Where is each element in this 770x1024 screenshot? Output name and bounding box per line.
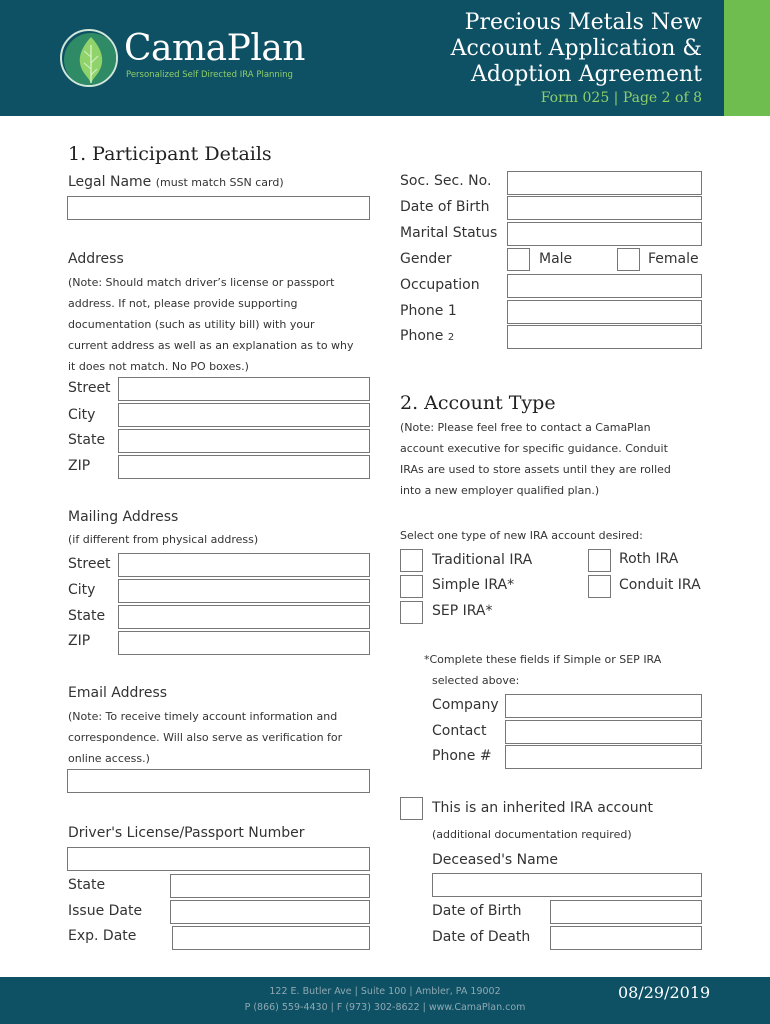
- legal-name-field[interactable]: [67, 196, 370, 220]
- participant-section-title: 1. Participant Details: [68, 143, 272, 165]
- female-checkbox[interactable]: [617, 248, 640, 271]
- address-note-line: address. If not, please provide supporting: [68, 297, 298, 310]
- marital-status-label: Marital Status: [400, 225, 498, 241]
- deceased-name-field[interactable]: [432, 873, 702, 897]
- conduit-ira-checkbox[interactable]: [588, 575, 611, 598]
- mailing-state-label: State: [68, 608, 106, 624]
- title-line: Adoption Agreement: [471, 62, 702, 87]
- account-note: [400, 417, 720, 501]
- phone2-number: 2: [447, 332, 455, 343]
- license-state-field[interactable]: [170, 874, 370, 898]
- city-field[interactable]: [118, 403, 370, 427]
- email-field[interactable]: [67, 769, 370, 793]
- ssn-field[interactable]: [507, 171, 702, 195]
- simple-ira-checkbox[interactable]: [400, 575, 423, 598]
- phone2-field[interactable]: [507, 325, 702, 349]
- account-note-line: IRAs are used to store assets until they are rolled: [400, 463, 671, 476]
- state-field[interactable]: [118, 429, 370, 453]
- date-of-death-label: Date of Death: [432, 929, 531, 945]
- address-note: [68, 272, 378, 377]
- zip-field[interactable]: [118, 455, 370, 479]
- contact-field[interactable]: [505, 720, 702, 744]
- traditional-ira-checkbox[interactable]: [400, 549, 423, 572]
- contact-label: Contact: [432, 723, 487, 739]
- ssn-label: Soc. Sec. No.: [400, 173, 492, 189]
- phone1-label: Phone 1: [400, 303, 457, 319]
- sponsor-phone-label: Phone #: [432, 748, 492, 764]
- accent-tab: [724, 0, 770, 116]
- issue-date-label: Issue Date: [68, 903, 143, 919]
- legal-name-label-text: Legal Name: [68, 174, 152, 190]
- complete-note: *Complete these fields if Simple or SEP IRA: [424, 653, 662, 666]
- footer-date: 08/29/2019: [618, 983, 711, 1002]
- inherited-ira-checkbox[interactable]: [400, 797, 423, 820]
- company-label: Company: [432, 697, 499, 713]
- mailing-note: (if different from physical address): [68, 533, 259, 546]
- footer-contact: P (866) 559-4430 | F (973) 302-8622 | www.CamaPlan.com: [244, 1002, 526, 1013]
- marital-status-field[interactable]: [507, 222, 702, 246]
- complete-note-2: selected above:: [432, 674, 520, 687]
- sep-ira-label: SEP IRA*: [432, 603, 493, 619]
- legal-name-hint: (must match SSN card): [155, 176, 284, 189]
- occupation-field[interactable]: [507, 274, 702, 298]
- gender-label: Gender: [400, 251, 452, 267]
- title-line: Precious Metals New: [464, 10, 702, 35]
- male-checkbox[interactable]: [507, 248, 530, 271]
- account-section-title: 2. Account Type: [400, 392, 556, 414]
- street-field[interactable]: [118, 377, 370, 401]
- phone2-label-text: Phone: [400, 328, 444, 344]
- male-label: Male: [539, 251, 573, 267]
- account-select-label: Select one type of new IRA account desired:: [400, 529, 643, 542]
- phone2-label: [400, 328, 454, 344]
- city-label: City: [68, 407, 96, 423]
- address-note-line: current address as well as an explanation as to why: [68, 339, 354, 352]
- mailing-street-field[interactable]: [118, 553, 370, 577]
- address-note-line: it does not match. No PO boxes.): [68, 360, 249, 373]
- email-note-line: online access.): [68, 752, 150, 765]
- mailing-city-field[interactable]: [118, 579, 370, 603]
- female-label: Female: [648, 251, 699, 267]
- mailing-zip-field[interactable]: [118, 631, 370, 655]
- license-state-label: State: [68, 877, 106, 893]
- brand-name: CamaPlan: [124, 28, 305, 69]
- date-of-death-field[interactable]: [550, 926, 702, 950]
- deceased-name-label: Deceased's Name: [432, 852, 558, 868]
- exp-date-label: Exp. Date: [68, 928, 137, 944]
- mailing-address-label: Mailing Address: [68, 509, 179, 525]
- brand-tagline: Personalized Self Directed IRA Planning: [126, 70, 293, 80]
- form-page-number: Form 025 | Page 2 of 8: [540, 90, 702, 106]
- address-note-line: (Note: Should match driver’s license or passport: [68, 276, 335, 289]
- zip-label: ZIP: [68, 458, 91, 474]
- mailing-state-field[interactable]: [118, 605, 370, 629]
- street-label: Street: [68, 380, 111, 396]
- traditional-ira-label: Traditional IRA: [432, 552, 533, 568]
- phone1-field[interactable]: [507, 300, 702, 324]
- account-note-line: account executive for specific guidance. Conduit: [400, 442, 668, 455]
- email-note-line: (Note: To receive timely account information and: [68, 710, 338, 723]
- mailing-city-label: City: [68, 582, 96, 598]
- document-title: [451, 10, 702, 88]
- address-note-line: documentation (such as utility bill) with your: [68, 318, 315, 331]
- occupation-label: Occupation: [400, 277, 480, 293]
- dob-label: Date of Birth: [400, 199, 490, 215]
- email-label: Email Address: [68, 685, 168, 701]
- account-note-line: into a new employer qualified plan.): [400, 484, 600, 497]
- deceased-dob-field[interactable]: [550, 900, 702, 924]
- issue-date-field[interactable]: [170, 900, 370, 924]
- inherited-note: (additional documentation required): [432, 828, 632, 841]
- conduit-ira-label: Conduit IRA: [619, 577, 701, 593]
- license-label: Driver's License/Passport Number: [68, 825, 305, 841]
- footer-address: 122 E. Butler Ave | Suite 100 | Ambler, PA 19002: [269, 986, 501, 997]
- deceased-dob-label: Date of Birth: [432, 903, 522, 919]
- state-label: State: [68, 432, 106, 448]
- title-line: Account Application &: [450, 36, 702, 61]
- sep-ira-checkbox[interactable]: [400, 601, 423, 624]
- mailing-zip-label: ZIP: [68, 633, 91, 649]
- dob-field[interactable]: [507, 196, 702, 220]
- roth-ira-checkbox[interactable]: [588, 549, 611, 572]
- legal-name-label: [68, 174, 284, 190]
- exp-date-field[interactable]: [172, 926, 370, 950]
- leaf-logo-icon: [60, 29, 118, 87]
- email-note: [68, 706, 378, 769]
- inherited-ira-label: This is an inherited IRA account: [432, 800, 654, 816]
- account-note-line: (Note: Please feel free to contact a CamaPlan: [400, 421, 651, 434]
- sponsor-phone-field[interactable]: [505, 745, 702, 769]
- license-field[interactable]: [67, 847, 370, 871]
- address-label: Address: [68, 251, 124, 267]
- roth-ira-label: Roth IRA: [619, 551, 679, 567]
- mailing-street-label: Street: [68, 556, 111, 572]
- company-field[interactable]: [505, 694, 702, 718]
- simple-ira-label: Simple IRA*: [432, 577, 515, 593]
- email-note-line: correspondence. Will also serve as verification for: [68, 731, 343, 744]
